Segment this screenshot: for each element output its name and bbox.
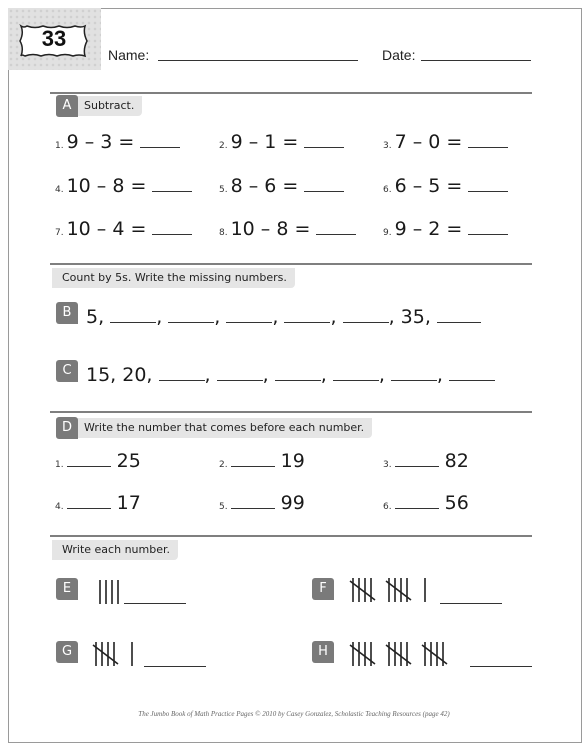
answer-blank[interactable] bbox=[449, 380, 495, 381]
problem-expression: 7 – 0 = bbox=[394, 131, 463, 153]
problem-number: 5. bbox=[219, 502, 228, 512]
problem-number: 3. bbox=[383, 141, 392, 151]
given-number: 56 bbox=[444, 492, 469, 514]
problem-number: 6. bbox=[383, 502, 392, 512]
problem-expression: 9 – 2 = bbox=[394, 218, 463, 240]
problem-expression: 9 – 3 = bbox=[66, 131, 135, 153]
answer-blank[interactable] bbox=[437, 322, 481, 323]
section-d-rule bbox=[50, 411, 532, 413]
answer-blank[interactable] bbox=[110, 322, 156, 323]
before-number-problem bbox=[55, 450, 141, 472]
sequence-b: 5, , , , , , 35, bbox=[86, 306, 481, 328]
section-h-letter: H bbox=[312, 641, 334, 663]
given-number: 19 bbox=[280, 450, 305, 472]
date-label: Date: bbox=[382, 47, 416, 63]
section-g-letter: G bbox=[56, 641, 78, 663]
problem-expression: 10 – 8 = bbox=[230, 218, 311, 240]
problem-number: 1. bbox=[55, 141, 64, 151]
answer-blank[interactable] bbox=[152, 191, 192, 192]
answer-blank[interactable] bbox=[343, 322, 389, 323]
write-section-header bbox=[52, 540, 178, 560]
count-instruction: Count by 5s. Write the missing numbers. bbox=[62, 271, 287, 284]
problem-expression: 10 – 4 = bbox=[66, 218, 147, 240]
section-c-letter: C bbox=[56, 360, 78, 382]
name-line[interactable] bbox=[158, 60, 358, 61]
answer-blank[interactable] bbox=[333, 380, 379, 381]
answer-blank[interactable] bbox=[395, 466, 439, 467]
given-number: 99 bbox=[280, 492, 305, 514]
answer-blank[interactable] bbox=[395, 508, 439, 509]
tally-marks-f bbox=[349, 572, 449, 606]
problem-number: 6. bbox=[383, 185, 392, 195]
answer-blank[interactable] bbox=[468, 234, 508, 235]
problem-number: 3. bbox=[383, 460, 392, 470]
before-number-problem bbox=[219, 492, 305, 514]
section-a-rule bbox=[50, 92, 532, 94]
sequence-c-start: 15, 20, bbox=[86, 364, 153, 386]
subtraction-problem bbox=[55, 131, 180, 153]
section-f-letter: F bbox=[312, 578, 334, 600]
answer-blank-e[interactable] bbox=[124, 603, 186, 604]
given-number: 82 bbox=[444, 450, 469, 472]
answer-blank[interactable] bbox=[391, 380, 437, 381]
problem-expression: 6 – 5 = bbox=[394, 175, 463, 197]
problem-number: 7. bbox=[55, 228, 64, 238]
section-d-instruction: Write the number that comes before each number. bbox=[84, 421, 365, 434]
sequence-c: 15, 20, , , , , , bbox=[86, 364, 495, 386]
answer-blank[interactable] bbox=[168, 322, 214, 323]
answer-blank[interactable] bbox=[231, 466, 275, 467]
date-line[interactable] bbox=[421, 60, 531, 61]
before-number-problem bbox=[383, 450, 469, 472]
answer-blank-f[interactable] bbox=[440, 603, 502, 604]
sequence-b-given: 35, bbox=[400, 306, 431, 328]
problem-number: 4. bbox=[55, 185, 64, 195]
given-number: 17 bbox=[116, 492, 141, 514]
answer-blank[interactable] bbox=[152, 234, 192, 235]
write-section-rule bbox=[50, 535, 532, 537]
answer-blank[interactable] bbox=[275, 380, 321, 381]
answer-blank[interactable] bbox=[67, 466, 111, 467]
tally-marks-h bbox=[349, 636, 474, 670]
subtraction-problem bbox=[55, 175, 192, 197]
section-d-letter: D bbox=[56, 417, 78, 439]
footer-credit: The Jumbo Book of Math Practice Pages © 2010 by Casey Gonzalez, Scholastic Teaching Resources (page 42) bbox=[138, 710, 450, 718]
count-section-rule bbox=[50, 263, 532, 265]
answer-blank-g[interactable] bbox=[144, 666, 206, 667]
section-a-letter: A bbox=[56, 95, 78, 117]
problem-expression: 10 – 8 = bbox=[66, 175, 147, 197]
count-section-header bbox=[52, 268, 295, 288]
given-number: 25 bbox=[116, 450, 141, 472]
sequence-b-start: 5, bbox=[86, 306, 105, 328]
subtraction-problem bbox=[383, 218, 508, 240]
section-e-letter: E bbox=[56, 578, 78, 600]
problem-expression: 9 – 1 = bbox=[230, 131, 299, 153]
answer-blank[interactable] bbox=[284, 322, 330, 323]
section-a-instruction: Subtract. bbox=[84, 99, 135, 112]
problem-number: 2. bbox=[219, 141, 228, 151]
subtraction-problem bbox=[219, 131, 344, 153]
problem-number: 4. bbox=[55, 502, 64, 512]
problem-number: 2. bbox=[219, 460, 228, 470]
subtraction-problem bbox=[219, 175, 344, 197]
name-label: Name: bbox=[108, 47, 150, 63]
answer-blank[interactable] bbox=[468, 147, 508, 148]
answer-blank-h[interactable] bbox=[470, 666, 532, 667]
problem-number: 1. bbox=[55, 460, 64, 470]
answer-blank[interactable] bbox=[67, 508, 111, 509]
answer-blank[interactable] bbox=[217, 380, 263, 381]
subtraction-problem bbox=[55, 218, 192, 240]
before-number-problem bbox=[55, 492, 141, 514]
tally-marks-g bbox=[92, 636, 152, 670]
write-instruction: Write each number. bbox=[62, 543, 170, 556]
answer-blank[interactable] bbox=[226, 322, 272, 323]
section-d-header bbox=[56, 418, 372, 438]
before-number-problem bbox=[219, 450, 305, 472]
problem-number: 8. bbox=[219, 228, 228, 238]
answer-blank[interactable] bbox=[304, 147, 344, 148]
problem-expression: 8 – 6 = bbox=[230, 175, 299, 197]
answer-blank[interactable] bbox=[231, 508, 275, 509]
section-b-letter: B bbox=[56, 302, 78, 324]
subtraction-problem bbox=[383, 175, 508, 197]
page-number-badge bbox=[19, 24, 89, 58]
problem-number: 5. bbox=[219, 185, 228, 195]
subtraction-problem bbox=[383, 131, 508, 153]
answer-blank[interactable] bbox=[304, 191, 344, 192]
problem-number: 9. bbox=[383, 228, 392, 238]
page-number: 33 bbox=[41, 26, 67, 51]
answer-blank[interactable] bbox=[140, 147, 180, 148]
tally-marks-e bbox=[96, 574, 136, 606]
section-a-header bbox=[56, 96, 142, 116]
answer-blank[interactable] bbox=[159, 380, 205, 381]
answer-blank[interactable] bbox=[316, 234, 356, 235]
subtraction-problem bbox=[219, 218, 356, 240]
answer-blank[interactable] bbox=[468, 191, 508, 192]
before-number-problem bbox=[383, 492, 469, 514]
